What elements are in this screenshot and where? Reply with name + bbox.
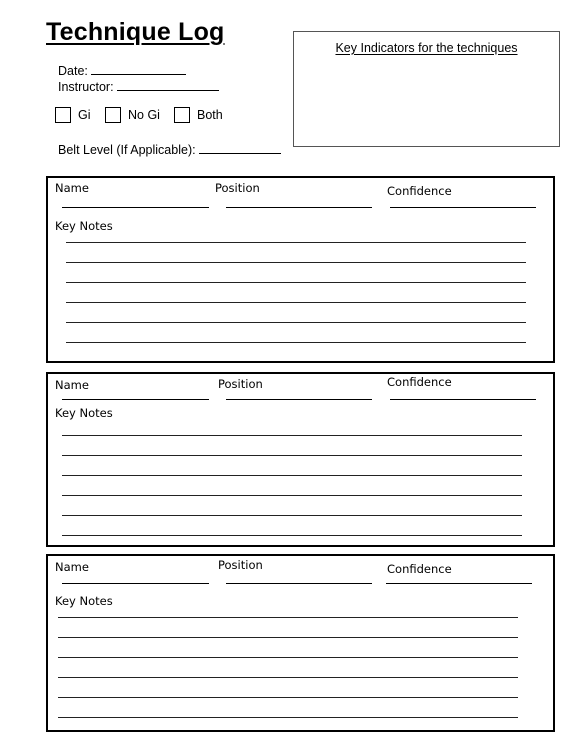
- notes-line[interactable]: [62, 495, 522, 496]
- no-gi-label: No Gi: [128, 107, 160, 122]
- date-input-line[interactable]: [91, 62, 186, 75]
- name-label: Name: [55, 181, 89, 195]
- notes-line[interactable]: [66, 302, 526, 303]
- name-input-line[interactable]: [62, 399, 209, 400]
- key-indicators-box[interactable]: [293, 31, 560, 147]
- notes-line[interactable]: [58, 637, 518, 638]
- notes-line[interactable]: [66, 342, 526, 343]
- notes-line[interactable]: [62, 455, 522, 456]
- name-label: Name: [55, 378, 89, 392]
- instructor-label: Instructor:: [58, 80, 114, 94]
- notes-line[interactable]: [58, 657, 518, 658]
- technique-block-2: [46, 372, 555, 547]
- notes-line[interactable]: [62, 535, 522, 536]
- date-label: Date:: [58, 64, 88, 78]
- technique-block-1: [46, 176, 555, 363]
- both-label: Both: [197, 107, 223, 122]
- name-input-line[interactable]: [62, 583, 209, 584]
- key-notes-label: Key Notes: [55, 219, 113, 233]
- both-checkbox[interactable]: [174, 107, 190, 123]
- notes-line[interactable]: [66, 242, 526, 243]
- confidence-input-line[interactable]: [390, 207, 536, 208]
- notes-line[interactable]: [66, 262, 526, 263]
- option-gi[interactable]: [55, 106, 91, 124]
- position-label: Position: [218, 377, 263, 391]
- name-input-line[interactable]: [62, 207, 209, 208]
- option-both[interactable]: [174, 106, 223, 124]
- notes-line[interactable]: [58, 697, 518, 698]
- position-input-line[interactable]: [226, 583, 372, 584]
- notes-line[interactable]: [62, 475, 522, 476]
- belt-level-input-line[interactable]: [199, 141, 281, 154]
- belt-level-label: Belt Level (If Applicable):: [58, 143, 196, 157]
- position-label: Position: [218, 558, 263, 572]
- notes-line[interactable]: [58, 677, 518, 678]
- gi-label: Gi: [78, 107, 91, 122]
- notes-line[interactable]: [62, 515, 522, 516]
- name-label: Name: [55, 560, 89, 574]
- belt-level-field[interactable]: [58, 141, 281, 157]
- confidence-label: Confidence: [387, 562, 452, 576]
- instructor-field[interactable]: [58, 78, 219, 94]
- confidence-input-line[interactable]: [390, 399, 536, 400]
- position-input-line[interactable]: [226, 399, 372, 400]
- page-title: Technique Log: [46, 18, 225, 46]
- key-notes-label: Key Notes: [55, 594, 113, 608]
- date-field[interactable]: [58, 62, 186, 78]
- option-no-gi[interactable]: [105, 106, 160, 124]
- technique-block-3: [46, 554, 555, 732]
- notes-line[interactable]: [58, 717, 518, 718]
- notes-line[interactable]: [66, 282, 526, 283]
- key-indicators-title: Key Indicators for the techniques: [335, 41, 518, 55]
- confidence-input-line[interactable]: [386, 583, 532, 584]
- confidence-label: Confidence: [387, 184, 452, 198]
- key-notes-label: Key Notes: [55, 406, 113, 420]
- notes-line[interactable]: [62, 435, 522, 436]
- no-gi-checkbox[interactable]: [105, 107, 121, 123]
- notes-line[interactable]: [58, 617, 518, 618]
- position-label: Position: [215, 181, 260, 195]
- confidence-label: Confidence: [387, 375, 452, 389]
- position-input-line[interactable]: [226, 207, 372, 208]
- notes-line[interactable]: [66, 322, 526, 323]
- gi-checkbox[interactable]: [55, 107, 71, 123]
- instructor-input-line[interactable]: [117, 78, 219, 91]
